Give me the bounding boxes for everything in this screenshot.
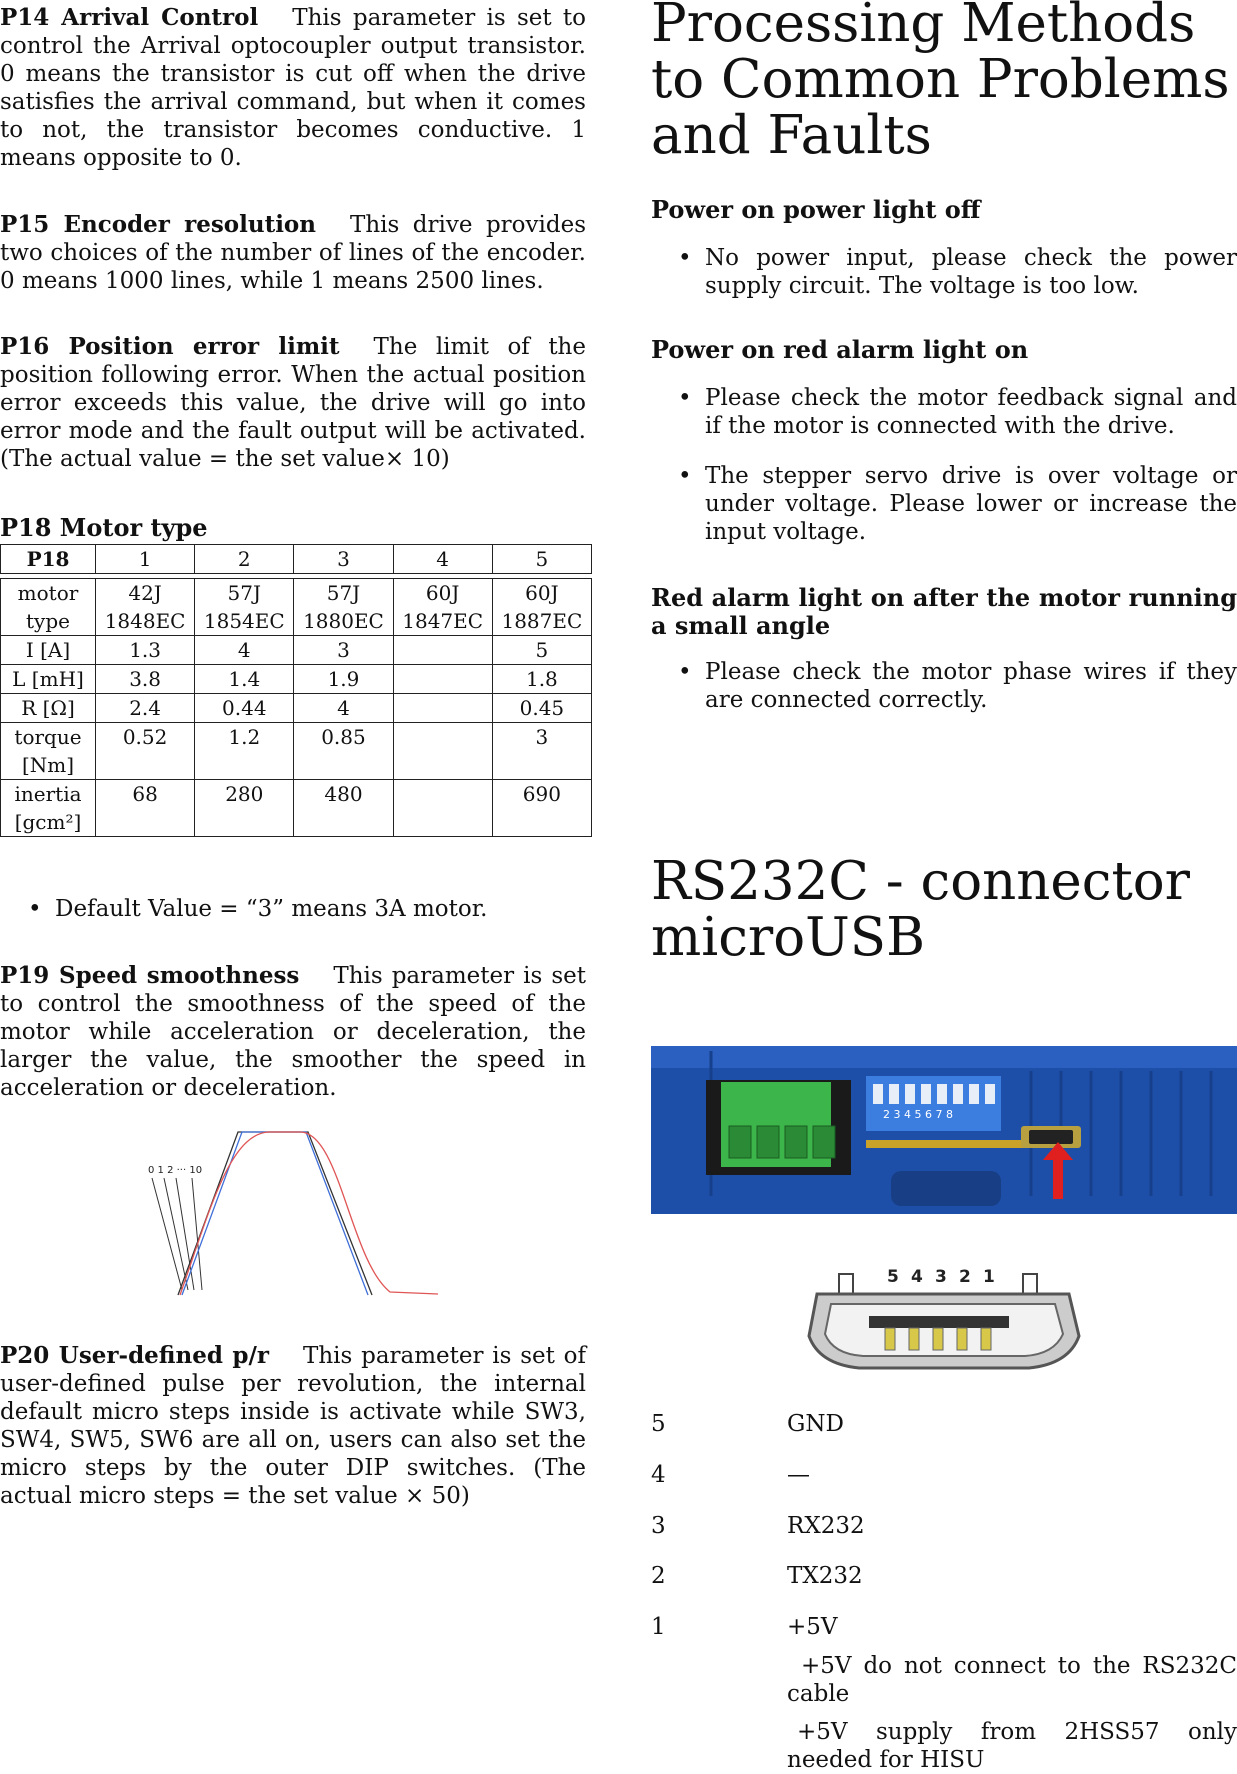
p20-title: P20 User-defined p/r: [0, 1342, 270, 1369]
table-cell: 60J 1847EC: [393, 579, 492, 636]
pin-number: 4: [651, 1462, 666, 1488]
table-cell: [393, 665, 492, 694]
bullet-icon: •: [678, 463, 692, 489]
p16-paragraph: [0, 333, 586, 473]
table-cell: 1.2: [195, 723, 294, 780]
dip-switch-labels: 2 3 4 5 6 7 8: [883, 1108, 953, 1121]
microusb-connector-icon: [799, 1256, 1089, 1376]
note-text: +5V do not connect to the RS232C cable: [787, 1653, 1237, 1707]
table-cell: 60J 1887EC: [492, 579, 591, 636]
table-cell: 480: [294, 780, 393, 837]
list-item: [28, 895, 585, 923]
table-cell: 42J 1848EC: [96, 579, 195, 636]
table-row: [1, 636, 592, 665]
drive-photo: [651, 1046, 1237, 1214]
table-cell: 280: [195, 780, 294, 837]
s2-bullet-text: The stepper servo drive is over voltage or under voltage. Please lower or increase the input voltage.: [705, 463, 1237, 545]
table-cell: inertia [gcm²]: [1, 780, 96, 837]
p18-title: P18 Motor type: [0, 513, 208, 542]
list-item: [678, 658, 1237, 714]
table-cell: I [A]: [1, 636, 96, 665]
p19-text: This parameter is set to control the smoothness of the speed of the motor while acceleration or deceleration, the larger the value, the smoother the speed in acceleration or deceleration.: [0, 963, 586, 1101]
table-cell: 0.85: [294, 723, 393, 780]
smoothness-curve-figure: [140, 1120, 450, 1305]
p19-title: P19 Speed smoothness: [0, 962, 300, 989]
default-value-text: Default Value = “3” means 3A motor.: [55, 896, 488, 922]
list-item: [678, 244, 1237, 300]
pin-number: 2: [651, 1563, 666, 1589]
table-cell: torque [Nm]: [1, 723, 96, 780]
heading-processing-methods: Processing Methods to Common Problems and Faults: [651, 0, 1230, 166]
p19-paragraph: [0, 962, 586, 1102]
table-cell: R [Ω]: [1, 694, 96, 723]
s1-bullet-text: No power input, please check the power supply circuit. The voltage is too low.: [705, 245, 1237, 299]
table-cell: [393, 723, 492, 780]
table-cell: 1.4: [195, 665, 294, 694]
table-row: [1, 723, 592, 780]
table-header-row: [1, 545, 592, 574]
usb-pin-label: 5: [887, 1267, 899, 1287]
table-cell: 0.45: [492, 694, 591, 723]
table-cell: 3: [492, 723, 591, 780]
table-cell: L [mH]: [1, 665, 96, 694]
table-cell: [393, 694, 492, 723]
usb-pin-label: 2: [959, 1267, 971, 1287]
table-header-cell: 4: [393, 545, 492, 574]
p20-text: This parameter is set of user-defined pulse per revolution, the internal default micro steps inside is activate while SW3, SW4, SW5, SW6 are all on, users can also set the micro steps by the outer DIP switches. (The actual micro steps = the set value × 50): [0, 1343, 586, 1509]
pin-name: GND: [787, 1411, 844, 1437]
table-cell: 1.3: [96, 636, 195, 665]
p14-paragraph: [0, 4, 586, 172]
table-header-cell: 2: [195, 545, 294, 574]
pin-row: [651, 1562, 863, 1590]
table-header-cell: 5: [492, 545, 591, 574]
p14-title: P14 Arrival Control: [0, 4, 259, 31]
table-row: [1, 665, 592, 694]
motor-type-table: [0, 544, 592, 837]
bullet-icon: •: [678, 245, 692, 271]
pin-name: +5V: [787, 1614, 838, 1640]
table-cell: 690: [492, 780, 591, 837]
s3-bullet-text: Please check the motor phase wires if they are connected correctly.: [705, 659, 1237, 713]
p15-paragraph: [0, 211, 586, 295]
table-cell: 1.8: [492, 665, 591, 694]
pin-row: [651, 1410, 844, 1438]
pin-row: [651, 1512, 865, 1540]
table-cell: [393, 636, 492, 665]
table-cell: motor type: [1, 579, 96, 636]
heading-rs232c: RS232C - connector microUSB: [651, 851, 1190, 968]
pin-name: —: [787, 1462, 810, 1488]
table-header-cell: P18: [1, 545, 96, 574]
pin-number: 1: [651, 1614, 666, 1640]
table-cell: 1.9: [294, 665, 393, 694]
s1-title: Power on power light off: [651, 195, 981, 224]
bullet-icon: •: [678, 385, 692, 411]
table-cell: 2.4: [96, 694, 195, 723]
table-cell: 57J 1880EC: [294, 579, 393, 636]
note-text: +5V supply from 2HSS57 only needed for HISU: [787, 1719, 1237, 1773]
table-cell: 4: [195, 636, 294, 665]
pin-name: RX232: [787, 1513, 865, 1539]
p20-paragraph: [0, 1342, 586, 1510]
p15-title: P15 Encoder resolution: [0, 211, 316, 238]
p16-title: P16 Position error limit: [0, 333, 340, 360]
table-header-cell: 1: [96, 545, 195, 574]
pin-number: 5: [651, 1411, 666, 1437]
table-row: [1, 780, 592, 837]
table-cell: [393, 780, 492, 837]
s2-title: Power on red alarm light on: [651, 335, 1029, 364]
bullet-icon: •: [678, 659, 692, 685]
table-row: [1, 579, 592, 636]
p15-text: This drive provides two choices of the number of lines of the encoder. 0 means 1000 lines, while 1 means 2500 lines.: [0, 212, 586, 294]
table-row: [1, 694, 592, 723]
table-cell: 0.44: [195, 694, 294, 723]
s3-title: Red alarm light on after the motor running a small angle: [651, 583, 1237, 640]
table-cell: 4: [294, 694, 393, 723]
usb-pin-label: 3: [935, 1267, 947, 1287]
table-cell: 3: [294, 636, 393, 665]
pin-name: TX232: [787, 1563, 863, 1589]
pin-number: 3: [651, 1513, 666, 1539]
list-item: [678, 384, 1237, 440]
table-header-cell: 3: [294, 545, 393, 574]
s2-bullet-text: Please check the motor feedback signal and if the motor is connected with the drive.: [705, 385, 1237, 439]
bullet-icon: •: [28, 896, 42, 922]
pin-row: [651, 1613, 838, 1641]
p16-text: The limit of the position following error. When the actual position error exceeds this value, the drive will go into error mode and the fault output will be activated. (The actual value = the set value× 10): [0, 334, 586, 472]
pin-row: [651, 1461, 810, 1489]
table-cell: 3.8: [96, 665, 195, 694]
usb-pin-label: 1: [983, 1267, 995, 1287]
p14-text: This parameter is set to control the Arrival optocoupler output transistor. 0 means the transistor is cut off when the drive satisfies the arrival command, but when it comes to not, the transistor becomes conductive. 1 means opposite to 0.: [0, 5, 586, 171]
table-cell: 68: [96, 780, 195, 837]
usb-pin-label: 4: [911, 1267, 923, 1287]
table-cell: 0.52: [96, 723, 195, 780]
table-cell: 57J 1854EC: [195, 579, 294, 636]
curve-figure-labels: 0 1 2 ··· 10: [148, 1165, 203, 1176]
list-item: [678, 462, 1237, 546]
table-cell: 5: [492, 636, 591, 665]
